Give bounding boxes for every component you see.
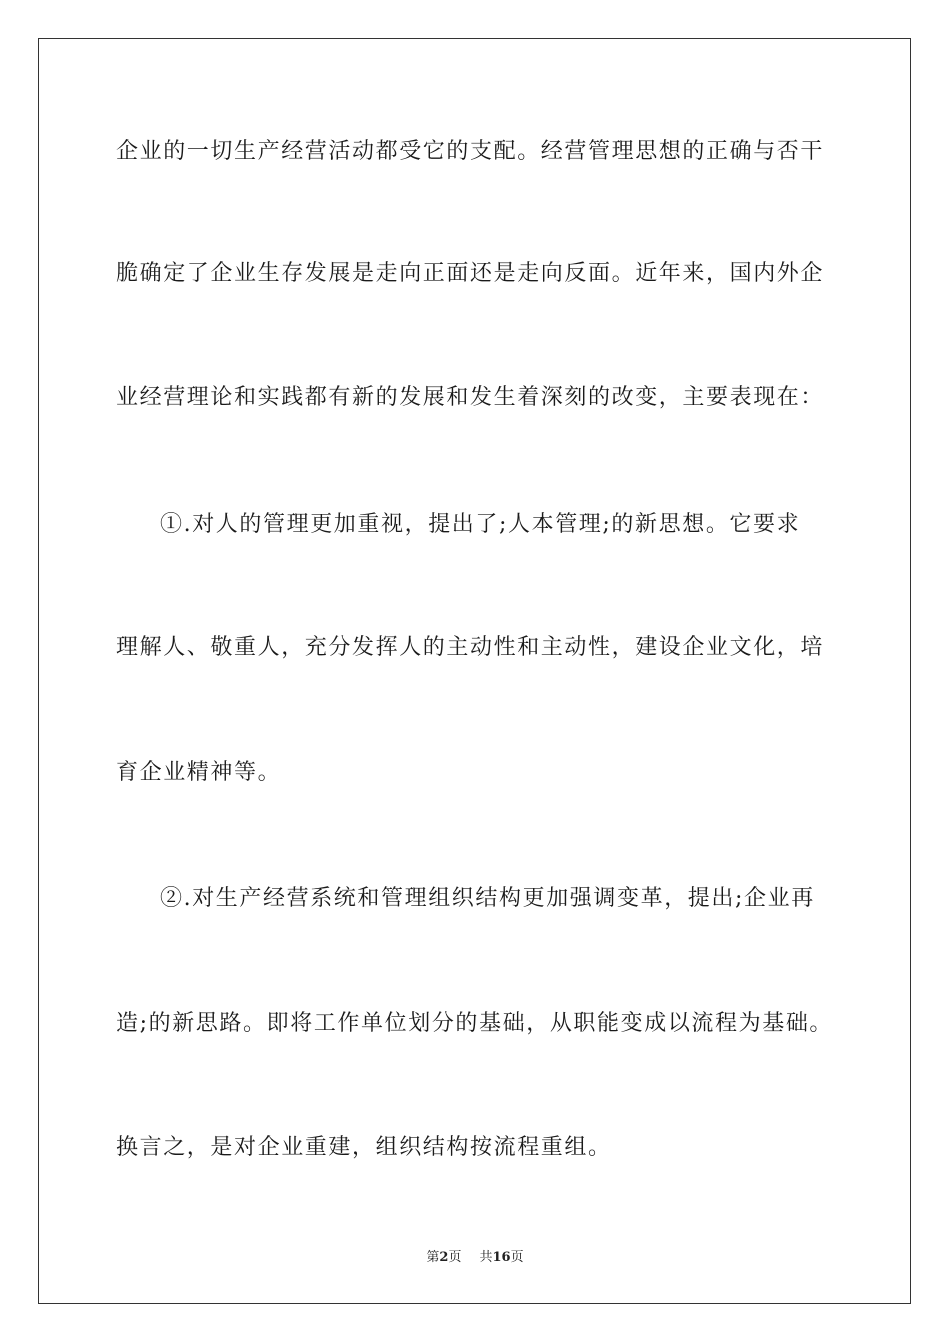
page-border (38, 38, 911, 1304)
body-text-line: 业经营理论和实践都有新的发展和发生着深刻的改变，主要表现在： (116, 385, 825, 410)
page-footer (0, 1246, 950, 1265)
paragraph-item-2-start: ②.对生产经营系统和管理组织结构更加强调变革，提出;企业再 (160, 886, 815, 911)
body-text-line: 理解人、敬重人，充分发挥人的主动性和主动性，建设企业文化，培 (116, 635, 825, 660)
total-label-prefix: 共 (479, 1250, 493, 1265)
total-pages-number: 16 (492, 1250, 511, 1265)
page-label-prefix: 第 (426, 1250, 440, 1265)
body-text-line: 脆确定了企业生存发展是走向正面还是走向反面。近年来，国内外企 (116, 261, 825, 286)
current-page-number: 2 (439, 1250, 449, 1265)
body-text-line: 换言之，是对企业重建，组织结构按流程重组。 (116, 1135, 612, 1160)
total-label-suffix: 页 (510, 1250, 524, 1265)
body-text-line: 育企业精神等。 (116, 760, 282, 785)
body-text-line: 造;的新思路。即将工作单位划分的基础，从职能变成以流程为基础。 (116, 1011, 834, 1036)
body-text-line: 企业的一切生产经营活动都受它的支配。经营管理思想的正确与否干 (116, 139, 825, 164)
page-label-suffix: 页 (448, 1250, 462, 1265)
paragraph-item-1-start: ①.对人的管理更加重视，提出了;人本管理;的新思想。它要求 (160, 512, 801, 537)
